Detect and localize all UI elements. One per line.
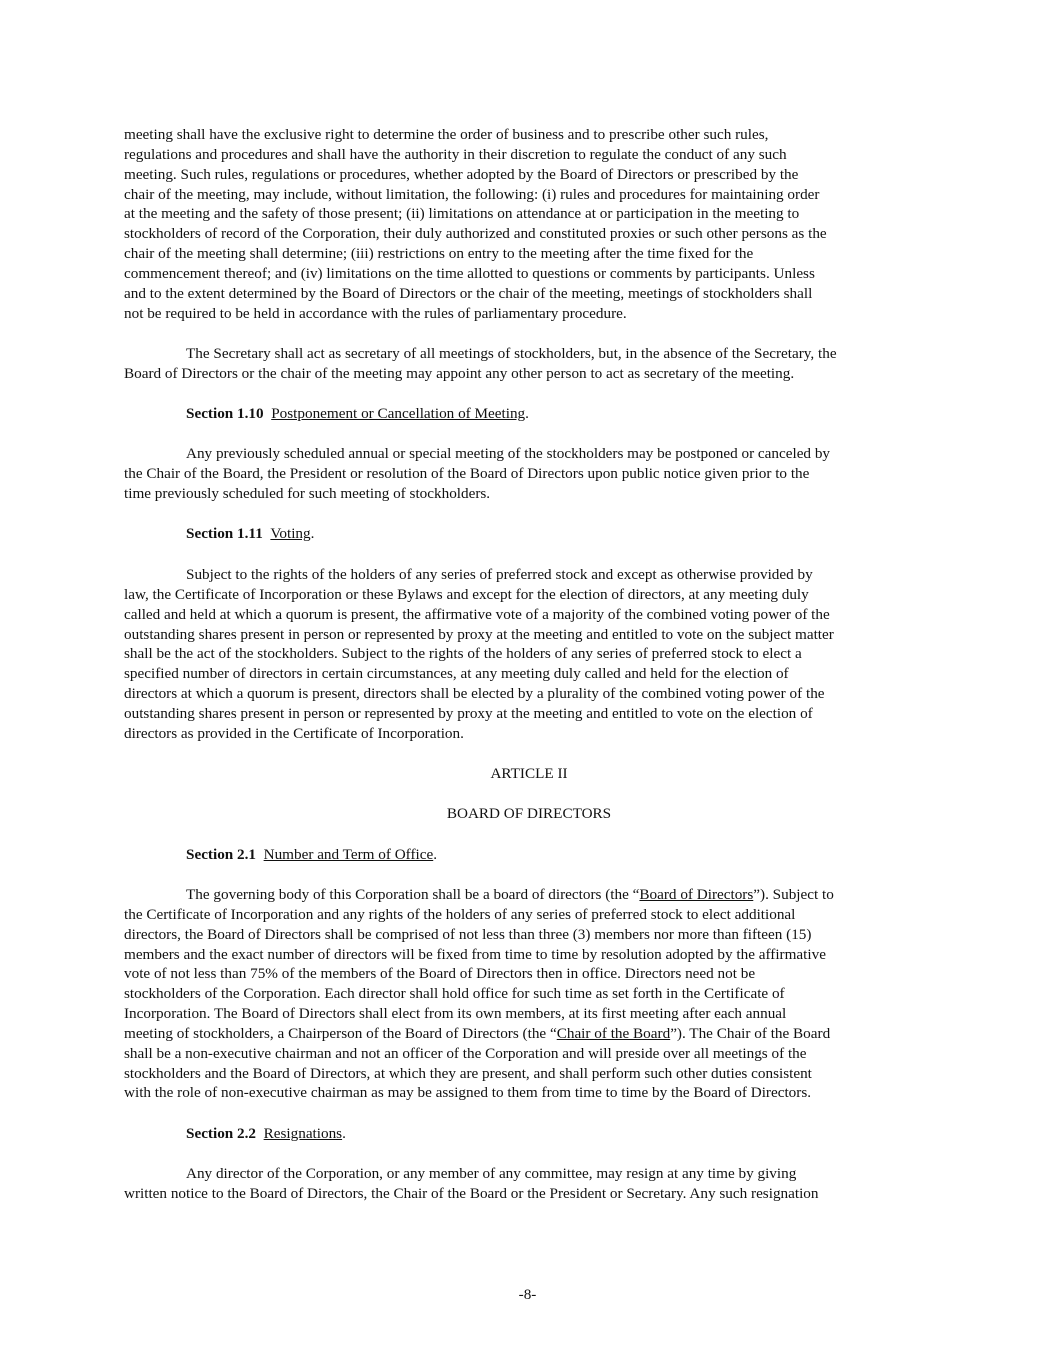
text-line: law, the Certificate of Incorporation or these Bylaws and except for the election of directors, at any meeting duly (124, 585, 809, 603)
article-title: BOARD OF DIRECTORS (446, 805, 612, 822)
paragraph-meeting-rules (124, 125, 934, 323)
text-line: the Chair of the Board, the President or resolution of the Board of Directors upon public notice given prior to the (124, 464, 810, 482)
section-title-period: . (310, 525, 315, 542)
paragraph-secretary (124, 344, 934, 384)
text-line: shall be a non-executive chairman and not an officer of the Corporation and will preside over all meetings of the (124, 1044, 807, 1062)
paragraph-voting (124, 565, 934, 744)
text-line: commencement thereof; and (iv) limitations on the time allotted to questions or comments by participants. Unless (124, 264, 815, 282)
section-1-10-heading (186, 404, 529, 424)
section-number: Section 2.1 (186, 846, 257, 863)
text-run: meeting of stockholders, a Chairperson of the Board of Directors (the “ (124, 1024, 557, 1042)
text-line: Any previously scheduled annual or special meeting of the stockholders may be postponed or canceled by (186, 445, 831, 462)
page-number: -8- (518, 1286, 537, 1303)
text-line: meeting shall have the exclusive right to determine the order of business and to prescribe other such rules, (124, 126, 769, 143)
defined-term-board-of-directors: Board of Directors (639, 886, 754, 903)
text-line: members and the exact number of directors will be fixed from time to time by resolution adopted by the affirmative (124, 945, 826, 963)
text-line: with the role of non-executive chairman as may be assigned to them from time to time by the Board of Directors. (124, 1084, 812, 1102)
section-title-period: . (342, 1125, 346, 1142)
text-line: chair of the meeting shall determine; (iii) restrictions on entry to the meeting after the time fixed for the (124, 245, 754, 263)
paragraph-postponement (124, 444, 934, 504)
text-run: The governing body of this Corporation shall be a board of directors (the “ (186, 886, 640, 903)
text-line: stockholders and the Board of Directors, at which they are present, and shall perform such other duties consistent (124, 1064, 812, 1082)
text-line: at the meeting and the safety of those present; (ii) limitations on attendance at or participation in the meeting to (124, 205, 800, 223)
text-line: not be required to be held in accordance with the rules of parliamentary procedure. (124, 304, 627, 322)
text-line: meeting. Such rules, regulations or procedures, whether adopted by the Board of Directors or prescribed by the (124, 165, 799, 183)
section-2-2-heading (186, 1124, 346, 1144)
text-line: Board of Directors or the chair of the meeting may appoint any other person to act as secretary of the meeting. (124, 364, 795, 382)
text-line: directors as provided in the Certificate of Incorporation. (124, 724, 464, 742)
section-number: Section 1.10 (186, 405, 264, 422)
text-line: stockholders of the Corporation. Each director shall hold office for such time as set forth in the Certificate of (124, 985, 785, 1003)
section-title: Number and Term of Office (263, 846, 434, 863)
text-line: shall be the act of the stockholders. Subject to the rights of the holders of any series of preferred stock to elect a (124, 645, 802, 663)
text-line: time previously scheduled for such meeting of stockholders. (124, 484, 491, 502)
text-line: the Certificate of Incorporation and any rights of the holders of any series of preferred stock to elect additional (124, 905, 796, 923)
section-title: Voting (270, 525, 311, 542)
text-line: Incorporation. The Board of Directors shall elect from its own members, at its first meeting after each annual (124, 1005, 787, 1023)
text-line (124, 1024, 934, 1044)
text-line (124, 885, 934, 905)
text-line: specified number of directors in certain circumstances, at any meeting duly called and held for the election of (124, 665, 789, 683)
text-line: written notice to the Board of Directors, the Chair of the Board or the President or Secretary. Any such resignation (124, 1184, 819, 1202)
text-line: chair of the meeting, may include, without limitation, the following: (i) rules and procedures for maintaining order (124, 185, 820, 203)
section-title-period: . (525, 405, 529, 422)
section-number: Section 1.11 (186, 525, 263, 542)
defined-term-chair-of-the-board: Chair of the Board (556, 1024, 671, 1042)
text-line: outstanding shares present in person or represented by proxy at the meeting and entitled to vote on the subject matter (124, 625, 834, 643)
section-1-11-heading (186, 524, 314, 544)
section-2-1-heading (186, 845, 437, 865)
text-line: vote of not less than 75% of the members of the Board of Directors then in office. Directors need not be (124, 965, 756, 983)
text-line: outstanding shares present in person or represented by proxy at the meeting and entitled to vote on the election of (124, 704, 813, 722)
text-run: ”). Subject to (753, 886, 834, 903)
text-line: Any director of the Corporation, or any member of any committee, may resign at any time by giving (186, 1165, 797, 1182)
text-line: and to the extent determined by the Board of Directors or the chair of the meeting, meetings of stockholders shall (124, 284, 813, 302)
section-title-period: . (433, 846, 438, 863)
section-title: Resignations (263, 1125, 343, 1142)
text-line: regulations and procedures and shall have the authority in their discretion to regulate the conduct of any such (124, 145, 787, 163)
text-line: stockholders of record of the Corporation, their duly authorized and constituted proxies or such other persons as the (124, 225, 827, 243)
section-number: Section 2.2 (186, 1125, 257, 1142)
paragraph-board-composition (124, 885, 934, 1103)
text-run: ”). The Chair of the Board (670, 1024, 831, 1042)
text-line: called and held at which a quorum is present, the affirmative vote of a majority of the combined voting power of the (124, 605, 830, 623)
section-title: Postponement or Cancellation of Meeting (271, 405, 526, 422)
text-line: The Secretary shall act as secretary of all meetings of stockholders, but, in the absence of the Secretary, the (186, 345, 837, 362)
text-line: Subject to the rights of the holders of any series of preferred stock and except as otherwise provided by (186, 566, 813, 583)
article-number: ARTICLE II (490, 765, 568, 782)
text-line: directors, the Board of Directors shall be comprised of not less than three (3) members nor more than fifteen (15) (124, 925, 812, 943)
text-line: directors at which a quorum is present, directors shall be elected by a plurality of the combined voting power of the (124, 685, 825, 703)
paragraph-resignations (124, 1164, 934, 1204)
